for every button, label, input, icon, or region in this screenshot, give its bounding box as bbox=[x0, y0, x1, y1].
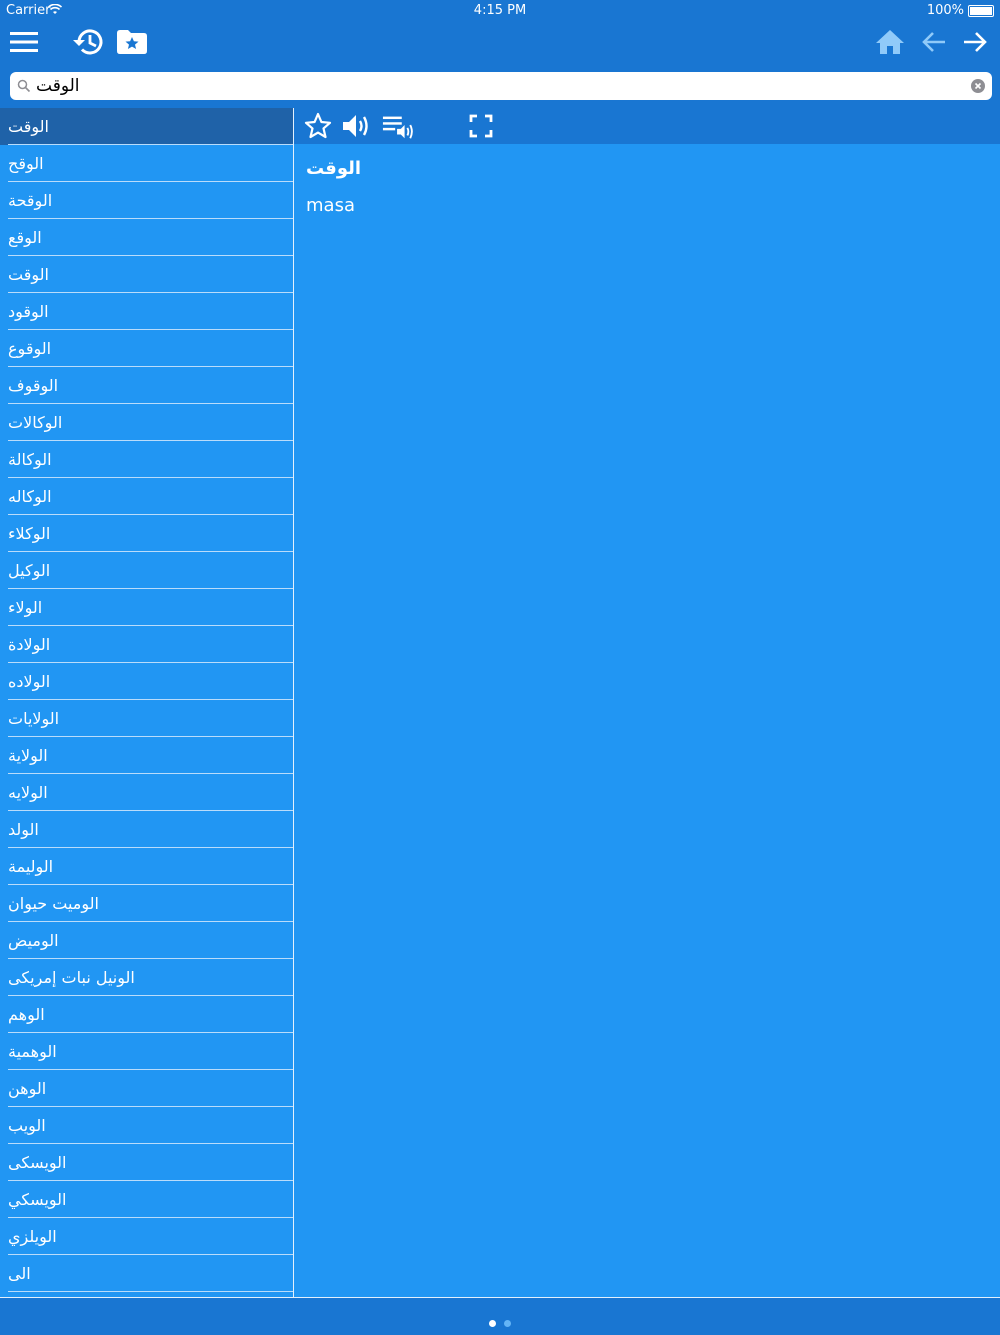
fullscreen-icon bbox=[469, 114, 493, 138]
word-list-item[interactable]: الوكاله bbox=[0, 478, 293, 515]
word-list-item[interactable]: الوميت حيوان bbox=[0, 885, 293, 922]
search-icon bbox=[17, 79, 31, 93]
word-list bbox=[0, 108, 294, 1298]
history-button[interactable] bbox=[70, 25, 106, 59]
home-icon bbox=[875, 29, 905, 55]
word-list-item[interactable]: الوهن bbox=[0, 1070, 293, 1107]
word-list-item[interactable]: الولد bbox=[0, 811, 293, 848]
detail-toolbar bbox=[294, 108, 1000, 144]
clock-label: 4:15 PM bbox=[473, 3, 527, 18]
entry-detail bbox=[294, 144, 1000, 1296]
word-list-item[interactable]: الويسكى bbox=[0, 1144, 293, 1181]
word-list-item[interactable]: الوكيل bbox=[0, 552, 293, 589]
word-list-item[interactable]: الوليمة bbox=[0, 848, 293, 885]
hamburger-icon bbox=[9, 31, 39, 53]
search-input[interactable] bbox=[36, 74, 966, 98]
page-dot[interactable] bbox=[489, 1320, 496, 1327]
word-list-item[interactable]: الوهم bbox=[0, 996, 293, 1033]
word-list-item[interactable]: الولاء bbox=[0, 589, 293, 626]
word-list-item[interactable]: الوكلاء bbox=[0, 515, 293, 552]
page-indicator[interactable] bbox=[0, 1312, 1000, 1331]
word-list-item[interactable]: الونيل نبات إمريكى bbox=[0, 959, 293, 996]
battery-indicator bbox=[927, 3, 994, 18]
battery-icon bbox=[968, 5, 994, 17]
menu-button[interactable] bbox=[6, 26, 42, 58]
bottom-bar bbox=[0, 1297, 1000, 1335]
word-list-item[interactable]: الوقح bbox=[0, 145, 293, 182]
history-icon bbox=[71, 27, 105, 57]
word-list-item[interactable]: الوكالة bbox=[0, 441, 293, 478]
word-list-item[interactable]: الويلزي bbox=[0, 1218, 293, 1255]
favorites-button[interactable] bbox=[114, 25, 150, 59]
word-list-item[interactable]: الولادة bbox=[0, 626, 293, 663]
speak-button[interactable] bbox=[340, 110, 372, 142]
word-list-item[interactable]: الويسكي bbox=[0, 1181, 293, 1218]
word-list-item[interactable]: الوقود bbox=[0, 293, 293, 330]
word-list-item[interactable]: الوكالات bbox=[0, 404, 293, 441]
word-list-item[interactable]: الوقع bbox=[0, 219, 293, 256]
search-bar bbox=[10, 72, 992, 100]
favorite-button[interactable] bbox=[302, 110, 334, 142]
arrow-left-icon bbox=[921, 31, 947, 53]
fullscreen-button[interactable] bbox=[465, 110, 497, 142]
word-list-item[interactable]: الولايات bbox=[0, 700, 293, 737]
word-list-item[interactable]: الى bbox=[0, 1255, 293, 1292]
word-list-item[interactable]: الوهمية bbox=[0, 1033, 293, 1070]
word-list-item[interactable]: الوقحة bbox=[0, 182, 293, 219]
entry-headword: الوقت bbox=[306, 158, 362, 179]
star-icon bbox=[304, 112, 332, 140]
home-button[interactable] bbox=[872, 26, 908, 58]
word-list-item[interactable]: الولاية bbox=[0, 737, 293, 774]
favorites-folder-icon bbox=[116, 29, 148, 55]
clear-search-icon[interactable] bbox=[971, 79, 985, 93]
arrow-right-icon bbox=[962, 31, 988, 53]
top-bar bbox=[0, 0, 1000, 108]
word-list-item[interactable]: الولايه bbox=[0, 774, 293, 811]
status-bar bbox=[0, 0, 1000, 22]
carrier-label: Carrier bbox=[6, 3, 51, 18]
word-list-item[interactable]: الوميض bbox=[0, 922, 293, 959]
back-button[interactable] bbox=[917, 26, 951, 58]
word-list-item[interactable]: الوقوع bbox=[0, 330, 293, 367]
battery-percent: 100% bbox=[926, 3, 964, 18]
forward-button[interactable] bbox=[958, 26, 992, 58]
entry-translation: masa bbox=[306, 195, 355, 216]
word-list-item[interactable]: الويب bbox=[0, 1107, 293, 1144]
word-list-item[interactable]: الولاده bbox=[0, 663, 293, 700]
word-list-item[interactable]: الوقت bbox=[0, 256, 293, 293]
word-list-item[interactable]: الوقوف bbox=[0, 367, 293, 404]
page-dot[interactable] bbox=[504, 1320, 511, 1327]
playlist-audio-icon bbox=[382, 112, 414, 140]
speak-list-button[interactable] bbox=[382, 110, 414, 142]
speaker-icon bbox=[341, 112, 371, 140]
word-list-item[interactable]: الوقت bbox=[0, 108, 293, 145]
